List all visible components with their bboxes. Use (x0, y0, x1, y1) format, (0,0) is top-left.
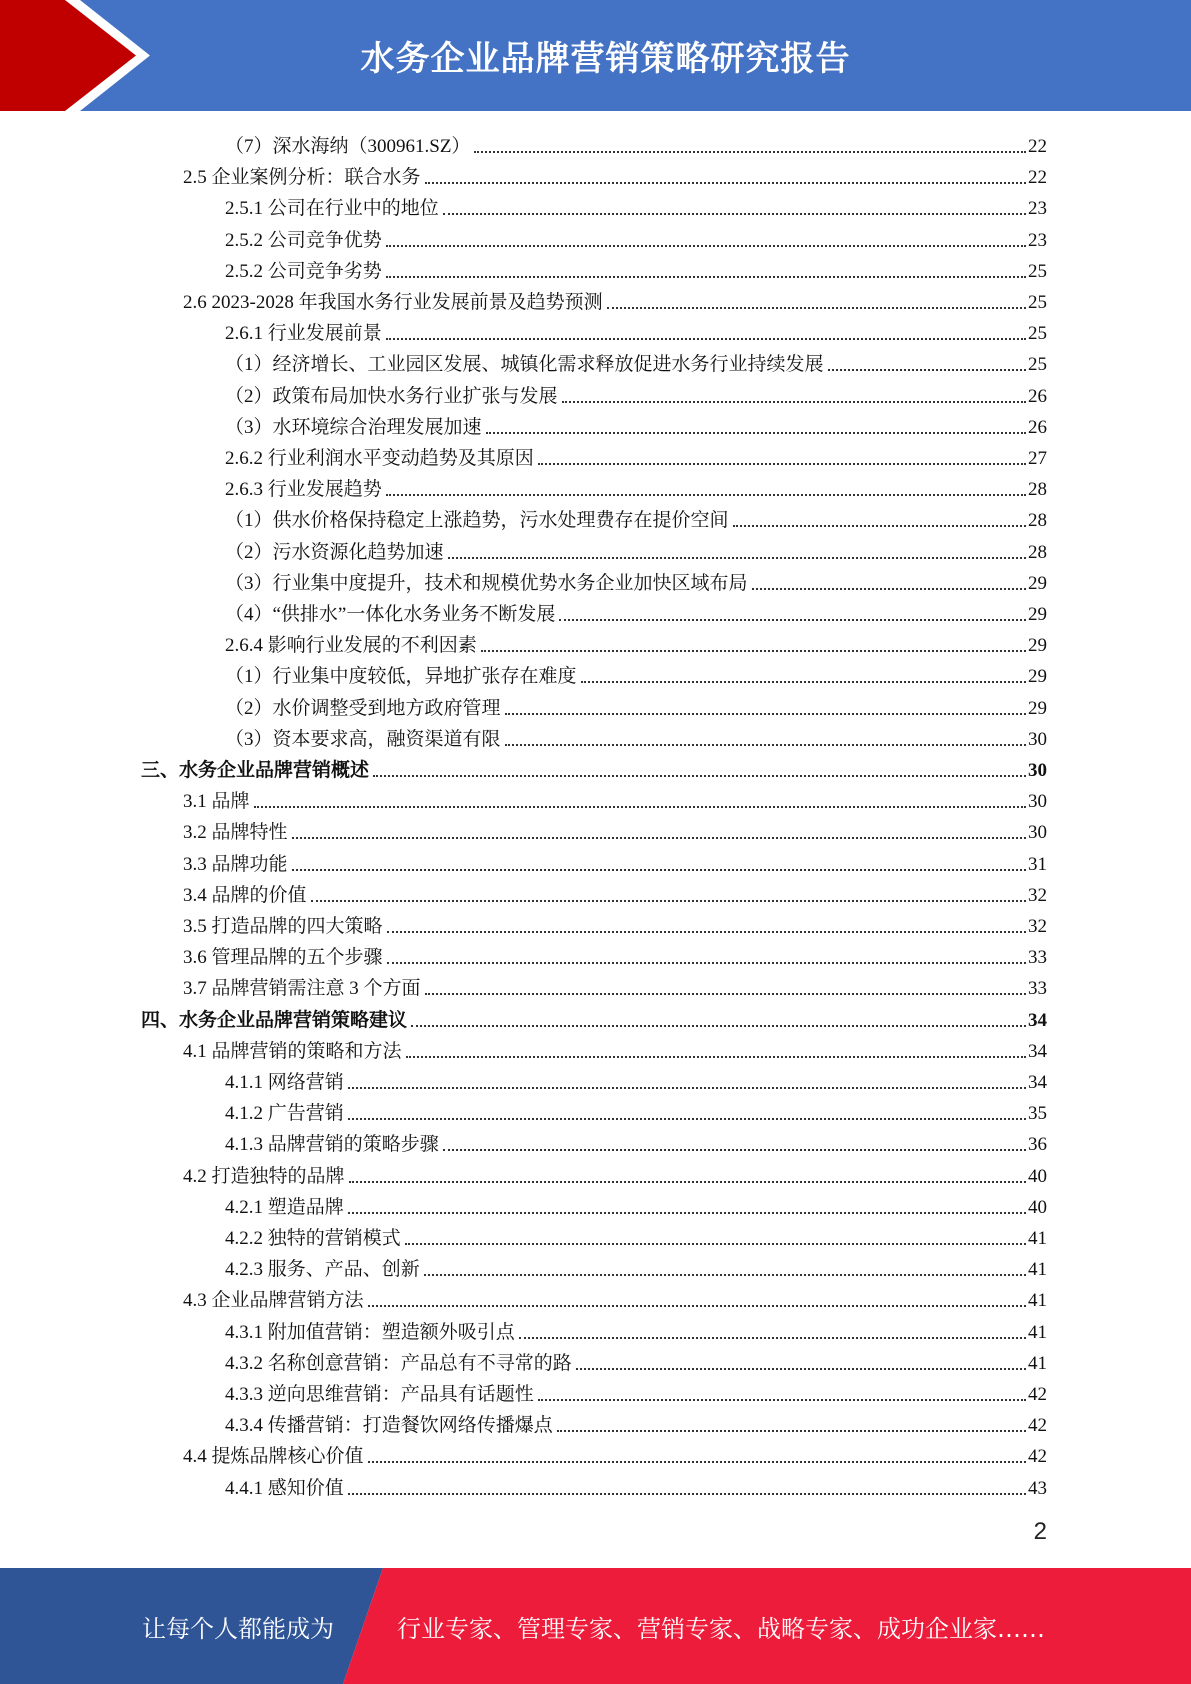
toc-entry-page: 28 (1028, 479, 1047, 501)
toc-entry-page: 42 (1028, 1446, 1047, 1468)
toc-entry-page: 23 (1028, 198, 1047, 220)
toc-entry-label: 4.3.3 逆向思维营销：产品具有话题性 (225, 1384, 534, 1405)
toc-entry[interactable] (225, 127, 1047, 158)
toc-entry[interactable] (183, 1157, 1047, 1188)
toc-leader-dots (348, 1118, 1026, 1120)
toc-entry-label: 4.3 企业品牌营销方法 (183, 1290, 364, 1312)
toc-entry-page: 23 (1028, 229, 1047, 251)
toc-leader-dots (425, 993, 1026, 995)
toc-entry-page: 29 (1028, 604, 1047, 625)
toc-entry-page: 34 (1028, 1072, 1047, 1093)
toc-leader-dots (576, 1368, 1026, 1370)
toc-leader-dots (386, 276, 1026, 278)
toc-leader-dots (373, 775, 1026, 777)
toc-entry[interactable] (183, 1437, 1047, 1468)
toc-entry[interactable] (225, 564, 1047, 595)
toc-leader-dots (406, 1056, 1026, 1058)
toc-entry[interactable] (183, 845, 1047, 876)
toc-entry-label: 2.6.2 行业利润水平变动趋势及其原因 (225, 448, 534, 469)
toc-leader-dots (562, 401, 1026, 403)
toc-leader-dots (292, 837, 1026, 839)
toc-entry-page: 22 (1028, 136, 1047, 157)
toc-leader-dots (486, 432, 1026, 434)
toc-leader-dots (411, 1025, 1026, 1027)
toc-entry-label: 四、水务企业品牌营销策略建议 (141, 1009, 408, 1031)
toc-entry[interactable] (225, 533, 1047, 564)
toc-entry[interactable] (141, 751, 1047, 782)
toc-leader-dots (311, 900, 1026, 902)
toc-entry-page: 29 (1028, 635, 1047, 657)
toc-leader-dots (443, 1149, 1026, 1151)
toc-entry[interactable] (225, 501, 1047, 532)
toc-entry-label: 2.6.4 影响行业发展的不利因素 (225, 635, 477, 657)
toc-entry-page: 25 (1028, 354, 1047, 376)
toc-leader-dots (386, 338, 1026, 340)
toc-entry-page: 43 (1028, 1477, 1047, 1499)
toc-entry-page: 42 (1028, 1384, 1047, 1405)
toc-leader-dots (474, 151, 1026, 153)
toc-entry[interactable] (225, 252, 1047, 283)
toc-entry-page: 41 (1028, 1321, 1047, 1343)
toc-entry-page: 41 (1028, 1290, 1047, 1312)
toc-entry[interactable] (183, 782, 1047, 813)
toc-entry-page: 29 (1028, 572, 1047, 594)
toc-entry[interactable] (225, 689, 1047, 720)
toc-entry[interactable] (225, 1250, 1047, 1281)
toc-entry-page: 32 (1028, 916, 1047, 937)
toc-leader-dots (519, 1337, 1026, 1339)
page-header (0, 0, 1191, 111)
toc-entry-label: 4.4 提炼品牌核心价值 (183, 1446, 364, 1468)
toc-entry-page: 33 (1028, 947, 1047, 969)
toc-entry-page: 35 (1028, 1103, 1047, 1125)
toc-entry-page: 30 (1028, 822, 1047, 844)
toc-leader-dots (828, 369, 1026, 371)
toc-entry[interactable] (225, 1094, 1047, 1125)
toc-entry-label: 2.6.3 行业发展趋势 (225, 479, 382, 501)
toc-entry[interactable] (183, 876, 1047, 907)
toc-entry-label: 3.4 品牌的价值 (183, 884, 307, 906)
toc-entry-label: （3）行业集中度提升，技术和规模优势水务企业加快区域布局 (225, 572, 748, 594)
toc-leader-dots (733, 525, 1026, 527)
toc-entry[interactable] (225, 1313, 1047, 1344)
toc-entry-label: 2.5.2 公司竞争优势 (225, 229, 382, 251)
toc-leader-dots (386, 245, 1026, 247)
toc-entry-page: 30 (1028, 791, 1047, 813)
toc-entry[interactable] (183, 813, 1047, 844)
toc-entry-page: 36 (1028, 1134, 1047, 1156)
toc-entry-label: 4.1.3 品牌营销的策略步骤 (225, 1134, 439, 1156)
toc-entry-page: 27 (1028, 448, 1047, 469)
toc-entry[interactable] (225, 1125, 1047, 1156)
toc-entry-label: （2）污水资源化趋势加速 (225, 541, 444, 563)
toc-entry-page: 28 (1028, 541, 1047, 563)
toc-entry[interactable] (225, 626, 1047, 657)
toc-entry-page: 31 (1028, 853, 1047, 875)
report-title: 水务企业品牌营销策略研究报告 (360, 39, 851, 79)
toc-leader-dots (386, 494, 1026, 496)
toc-entry[interactable] (225, 470, 1047, 501)
toc-leader-dots (481, 650, 1026, 652)
toc-entry-page: 34 (1028, 1009, 1047, 1031)
toc-entry[interactable] (225, 1469, 1047, 1500)
toc-leader-dots (448, 557, 1026, 559)
toc-leader-dots (292, 869, 1026, 871)
toc-entry-label: 2.6.1 行业发展前景 (225, 323, 382, 345)
toc-entry-page: 41 (1028, 1259, 1047, 1281)
toc-entry-label: （1）供水价格保持稳定上涨趋势，污水处理费存在提价空间 (225, 510, 729, 532)
toc-entry[interactable] (183, 1032, 1047, 1063)
toc-entry-label: 2.6 2023-2028 年我国水务行业发展前景及趋势预测 (183, 292, 603, 313)
toc-leader-dots (348, 1087, 1026, 1089)
toc-entry-label: 2.5.2 公司竞争劣势 (225, 260, 382, 282)
toc-entry-page: 32 (1028, 884, 1047, 906)
toc-leader-dots (254, 806, 1026, 808)
toc-entry-page: 40 (1028, 1165, 1047, 1187)
toc-entry-page: 29 (1028, 697, 1047, 719)
toc-entry[interactable] (225, 1344, 1047, 1375)
toc-leader-dots (581, 681, 1026, 683)
toc-entry-label: 4.4.1 感知价值 (225, 1477, 344, 1499)
toc-leader-dots (348, 1212, 1026, 1214)
toc-entry[interactable] (225, 657, 1047, 688)
toc-entry-label: 3.2 品牌特性 (183, 822, 288, 844)
toc-entry[interactable] (225, 189, 1047, 220)
toc-entry-page: 25 (1028, 292, 1047, 313)
toc-entry[interactable] (225, 595, 1047, 626)
toc-entry-label: 4.3.1 附加值营销：塑造额外吸引点 (225, 1321, 515, 1343)
toc-entry-label: 4.1 品牌营销的策略和方法 (183, 1040, 402, 1062)
toc-leader-dots (559, 619, 1026, 621)
toc-entry[interactable] (183, 907, 1047, 938)
toc-leader-dots (424, 1274, 1026, 1276)
toc-leader-dots (505, 744, 1026, 746)
toc-entry-label: （1）行业集中度较低，异地扩张存在难度 (225, 666, 577, 688)
toc-entry[interactable] (225, 1063, 1047, 1094)
footer-slogan-right: 行业专家、管理专家、营销专家、战略专家、成功企业家…… (397, 1614, 1045, 1643)
toc-entry-label: （3）水环境综合治理发展加速 (225, 416, 482, 438)
toc-entry-page: 40 (1028, 1196, 1047, 1218)
toc-leader-dots (607, 307, 1026, 309)
toc-entry[interactable] (183, 969, 1047, 1000)
toc-leader-dots (387, 962, 1026, 964)
toc-entry-page: 30 (1028, 728, 1047, 750)
footer-slogan-left: 让每个人都能成为 (142, 1614, 334, 1643)
toc-entry[interactable] (225, 345, 1047, 376)
toc-entry[interactable] (225, 439, 1047, 470)
toc-entry-label: 3.3 品牌功能 (183, 853, 288, 875)
toc-leader-dots (405, 1243, 1026, 1245)
toc-entry[interactable] (225, 720, 1047, 751)
toc-entry[interactable] (183, 938, 1047, 969)
toc-entry[interactable] (225, 221, 1047, 252)
toc-entry-label: 三、水务企业品牌营销概述 (141, 760, 370, 781)
toc-entry-page: 41 (1028, 1228, 1047, 1249)
toc-entry-label: 3.7 品牌营销需注意 3 个方面 (183, 978, 421, 1000)
toc-entry-label: 4.3.4 传播营销：打造餐饮网络传播爆点 (225, 1415, 553, 1437)
page-footer (0, 1568, 1191, 1684)
toc-entry-label: 3.1 品牌 (183, 791, 250, 813)
toc-entry-label: （2）政策布局加快水务行业扩张与发展 (225, 385, 558, 407)
toc-leader-dots (505, 713, 1026, 715)
toc-leader-dots (368, 1461, 1026, 1463)
toc-leader-dots (538, 1399, 1026, 1401)
toc-entry-label: 4.2 打造独特的品牌 (183, 1165, 345, 1187)
toc-leader-dots (443, 213, 1026, 215)
toc-entry[interactable] (225, 408, 1047, 439)
toc-entry-page: 28 (1028, 510, 1047, 532)
toc-leader-dots (752, 588, 1026, 590)
toc-leader-dots (348, 1493, 1026, 1495)
toc-entry-label: （4）“供排水”一体化水务业务不断发展 (225, 604, 556, 625)
toc-entry[interactable] (183, 1281, 1047, 1312)
page-number: 2 (1033, 1518, 1047, 1545)
toc-entry-label: 3.6 管理品牌的五个步骤 (183, 947, 383, 969)
toc-entry[interactable] (225, 1219, 1047, 1250)
toc-leader-dots (425, 182, 1026, 184)
toc-leader-dots (349, 1181, 1026, 1183)
toc-entry-label: 4.1.2 广告营销 (225, 1103, 344, 1125)
toc-entry-label: 4.2.1 塑造品牌 (225, 1196, 344, 1218)
toc-entry-page: 30 (1028, 760, 1047, 781)
toc-entry-page: 26 (1028, 385, 1047, 407)
toc-entry-label: 4.1.1 网络营销 (225, 1072, 344, 1093)
toc-entry-label: 3.5 打造品牌的四大策略 (183, 916, 383, 937)
toc-entry[interactable] (183, 158, 1047, 189)
toc-entry-label: 4.2.2 独特的营销模式 (225, 1228, 401, 1249)
toc-entry-page: 41 (1028, 1352, 1047, 1374)
toc-leader-dots (557, 1430, 1026, 1432)
toc-entry[interactable] (183, 283, 1047, 314)
toc-entry-label: 4.3.2 名称创意营销：产品总有不寻常的路 (225, 1352, 572, 1374)
toc-entry[interactable] (225, 1375, 1047, 1406)
toc-entry[interactable] (225, 377, 1047, 408)
toc-entry-page: 25 (1028, 323, 1047, 345)
toc-entry[interactable] (225, 314, 1047, 345)
toc-leader-dots (538, 463, 1026, 465)
toc-leader-dots (368, 1305, 1026, 1307)
toc-entry[interactable] (141, 1001, 1047, 1032)
toc-entry-label: （3）资本要求高，融资渠道有限 (225, 728, 501, 750)
toc-leader-dots (387, 931, 1026, 933)
toc-entry-label: （1）经济增长、工业园区发展、城镇化需求释放促进水务行业持续发展 (225, 354, 824, 376)
toc-entry-label: （2）水价调整受到地方政府管理 (225, 697, 501, 719)
toc-entry-page: 25 (1028, 260, 1047, 282)
toc-entry-label: 2.5 企业案例分析：联合水务 (183, 167, 421, 189)
toc-entry-label: （7）深水海纳（300961.SZ） (225, 136, 471, 157)
toc-entry-page: 26 (1028, 416, 1047, 438)
toc-entry-page: 34 (1028, 1040, 1047, 1062)
toc-entry-label: 4.2.3 服务、产品、创新 (225, 1259, 420, 1281)
toc-entry-page: 42 (1028, 1415, 1047, 1437)
toc-entry[interactable] (225, 1406, 1047, 1437)
toc-entry-page: 29 (1028, 666, 1047, 688)
toc-entry-label: 2.5.1 公司在行业中的地位 (225, 198, 439, 220)
toc-entry[interactable] (225, 1188, 1047, 1219)
toc-entry-page: 33 (1028, 978, 1047, 1000)
toc-entry-page: 22 (1028, 167, 1047, 189)
